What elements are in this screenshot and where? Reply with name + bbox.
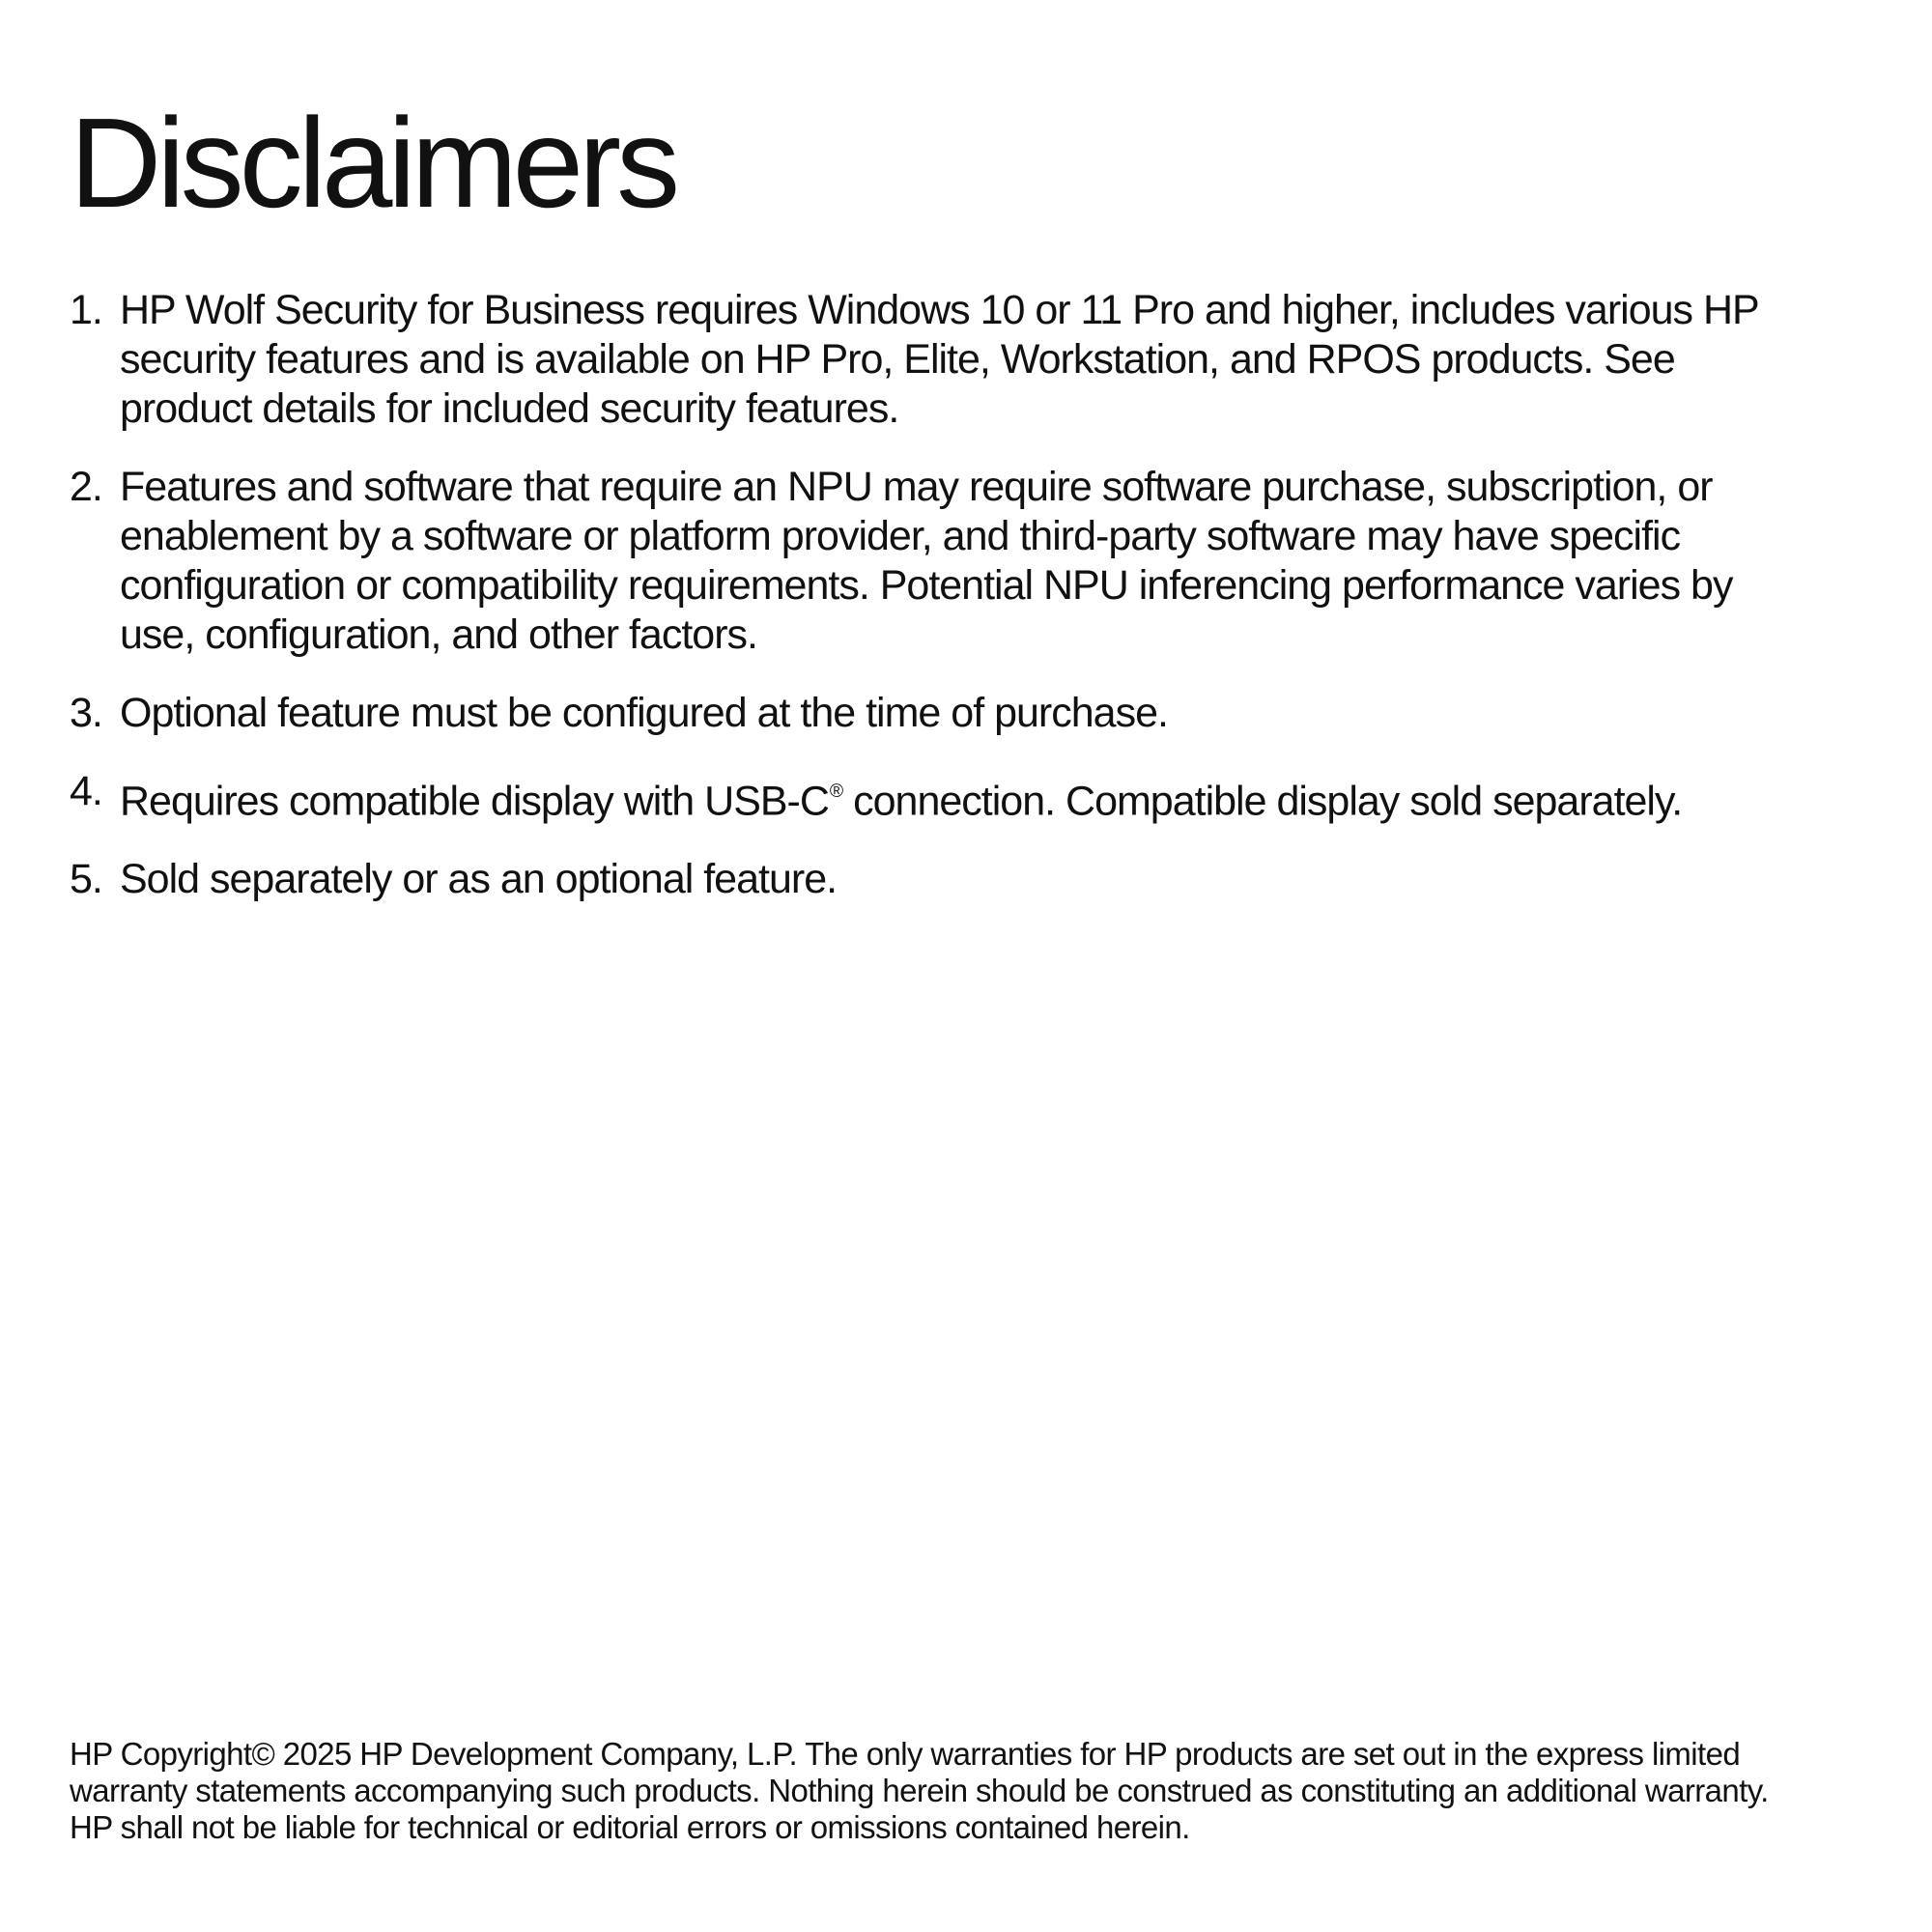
- disclaimer-text: [120, 767, 1808, 826]
- disclaimer-text: Sold separately or as an optional feature.: [120, 856, 838, 903]
- disclaimer-number: 2.: [70, 464, 102, 510]
- disclaimer-text: Optional feature must be configured at the time of purchase.: [120, 690, 1168, 736]
- disclaimer-text-part: connection. Compatible display sold separately.: [842, 778, 1683, 825]
- disclaimer-number: 1.: [70, 287, 102, 333]
- disclaimer-list: [70, 286, 1808, 933]
- disclaimer-text: HP Wolf Security for Business requires Windows 10 or 11 Pro and higher, includes various HP security features and is available on HP Pro, Elite, Workstation, and RPOS products. See product details for included security features.: [120, 287, 1758, 432]
- disclaimer-number: 3.: [70, 690, 102, 736]
- disclaimer-text-part: Requires compatible display with USB-C: [120, 778, 829, 825]
- disclaimer-number: 4.: [70, 768, 102, 814]
- registered-mark: ®: [829, 781, 843, 802]
- copyright-footer: HP Copyright© 2025 HP Development Company, L.P. The only warranties for HP products are set out in the express limited warranty statements accompanying such products. Nothing herein should be construed as constituting an additional warranty. HP shall not be liable for technical or editorial errors or omissions contained herein.: [70, 1736, 1769, 1845]
- disclaimer-text: Features and software that require an NPU may require software purchase, subscription, or enablement by a software or platform provider, and third-party software may have specific configuration or compatibility requirements. Potential NPU inferencing performance varies by use, configuration, and other factors.: [120, 464, 1733, 658]
- disclaimer-item-4: [70, 767, 1808, 826]
- disclaimer-item-2: [70, 463, 1808, 660]
- disclaimer-item-5: [70, 855, 1808, 904]
- disclaimer-item-3: [70, 689, 1808, 738]
- disclaimer-item-1: [70, 286, 1808, 434]
- page-title: Disclaimers: [70, 92, 676, 234]
- disclaimer-number: 5.: [70, 856, 102, 903]
